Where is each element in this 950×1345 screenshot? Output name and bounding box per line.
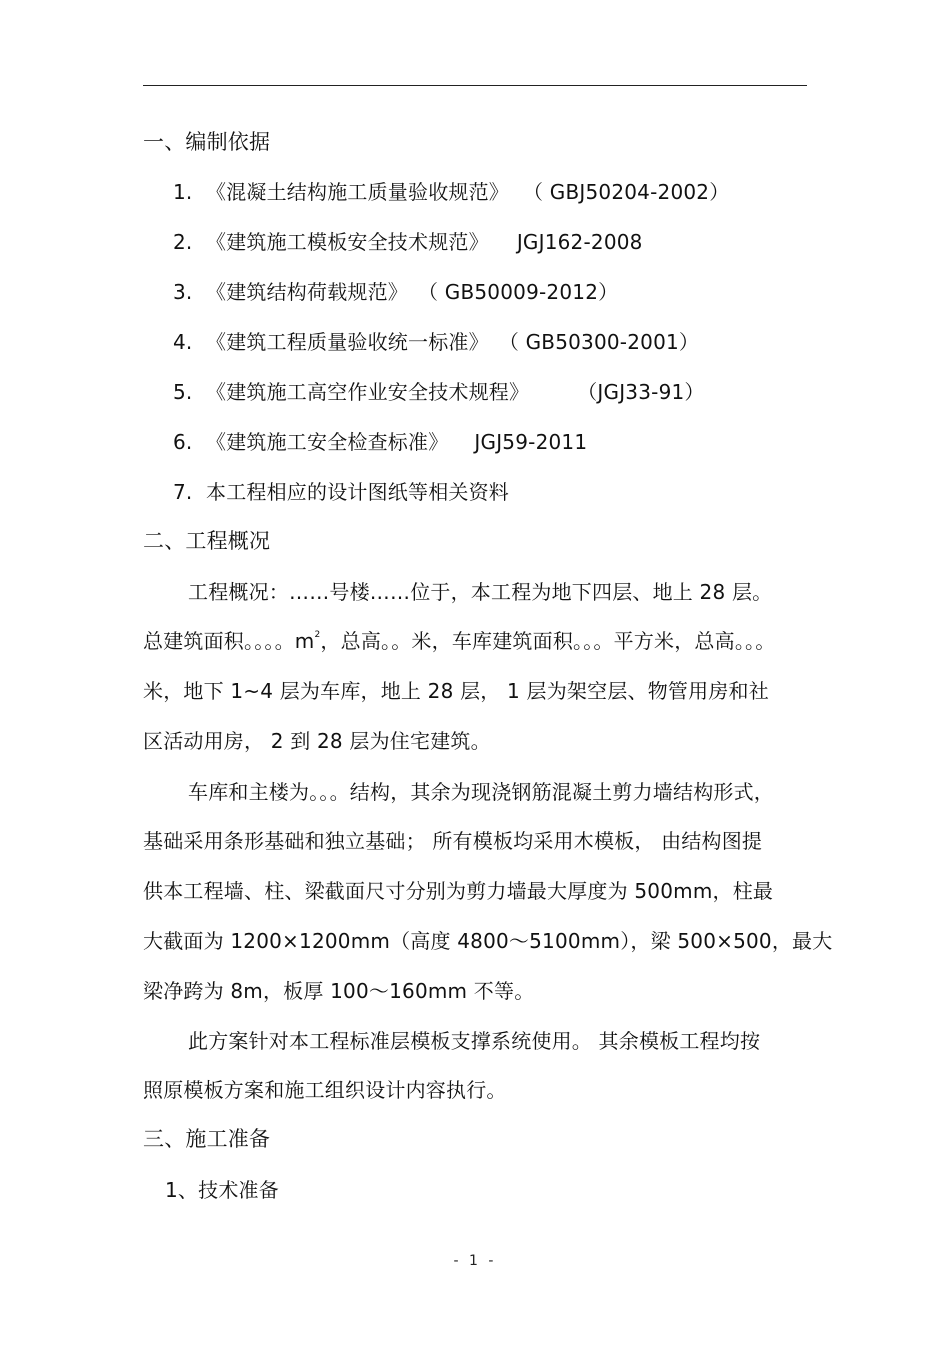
overview-text: 梁净跨为 8m，板厚 100～160mm 不等。 bbox=[143, 979, 535, 1003]
overview-text: 大截面为 1200×1200mm（高度 4800～5100mm），梁 500×500，最大 bbox=[143, 929, 833, 953]
reference-item bbox=[173, 229, 643, 255]
section-title-preparation: 三、施工准备 bbox=[143, 1127, 271, 1151]
overview-text: 车库和主楼为。。。结构，其余为现浇钢筋混凝土剪力墙结构形式， bbox=[188, 780, 774, 804]
overview-text: 基础采用条形基础和独立基础； 所有模板均采用木模板， 由结构图提 bbox=[143, 829, 763, 853]
superscript: 2 bbox=[314, 630, 321, 640]
overview-text: 米，地下 1~4 层为车库，地上 28 层， 1 层为架空层、物管用房和社 bbox=[143, 679, 769, 703]
reference-title: 《建筑施工高空作业安全技术规程》 bbox=[206, 380, 530, 404]
overview-text: 区活动用房， 2 到 28 层为住宅建筑。 bbox=[143, 729, 491, 753]
reference-code: （JGJ33-91） bbox=[577, 380, 705, 404]
overview-text: 照原模板方案和施工组织设计内容执行。 bbox=[143, 1078, 507, 1102]
reference-number: 7. bbox=[173, 480, 193, 504]
reference-title: 《建筑工程质量验收统一标准》 bbox=[206, 330, 489, 354]
overview-text bbox=[143, 628, 775, 654]
overview-text: 供本工程墙、柱、梁截面尺寸分别为剪力墙最大厚度为 500mm，柱最 bbox=[143, 879, 774, 903]
reference-code: （ GB50300-2001） bbox=[498, 330, 700, 354]
overview-text: 工程概况：……号楼……位于，本工程为地下四层、地上 28 层。 bbox=[188, 580, 773, 604]
reference-item bbox=[173, 429, 587, 455]
reference-number: 1. bbox=[173, 180, 193, 204]
reference-item bbox=[173, 179, 729, 205]
overview-text: 此方案针对本工程标准层模板支撑系统使用。 其余模板工程均按 bbox=[188, 1029, 761, 1053]
reference-code: JGJ162-2008 bbox=[516, 230, 643, 254]
reference-code: JGJ59-2011 bbox=[474, 430, 588, 454]
section-title-basis: 一、编制依据 bbox=[143, 130, 271, 154]
reference-code: （ GBJ50204-2002） bbox=[523, 180, 730, 204]
section-title-overview: 二、工程概况 bbox=[143, 529, 271, 553]
overview-text-part: 总建筑面积。。。。m bbox=[143, 629, 315, 653]
reference-title: 《混凝土结构施工质量验收规范》 bbox=[206, 180, 509, 204]
reference-item bbox=[173, 329, 699, 355]
reference-title: 《建筑结构荷载规范》 bbox=[206, 280, 408, 304]
reference-title: 本工程相应的设计图纸等相关资料 bbox=[206, 480, 509, 504]
reference-item bbox=[173, 279, 618, 305]
reference-number: 2. bbox=[173, 230, 193, 254]
overview-text-part: ，总高。。米，车库建筑面积。。。平方米，总高。。。 bbox=[320, 629, 776, 653]
header-rule bbox=[143, 85, 807, 86]
reference-title: 《建筑施工模板安全技术规范》 bbox=[206, 230, 489, 254]
reference-item bbox=[173, 379, 705, 405]
reference-code: （ GB50009-2012） bbox=[418, 280, 619, 304]
page-number: - 1 - bbox=[453, 1253, 497, 1269]
reference-number: 3. bbox=[173, 280, 193, 304]
reference-number: 6. bbox=[173, 430, 193, 454]
reference-number: 5. bbox=[173, 380, 193, 404]
subsection-title-technical: 1、技术准备 bbox=[165, 1178, 279, 1202]
reference-item bbox=[173, 479, 509, 505]
reference-number: 4. bbox=[173, 330, 193, 354]
reference-title: 《建筑施工安全检查标准》 bbox=[206, 430, 449, 454]
